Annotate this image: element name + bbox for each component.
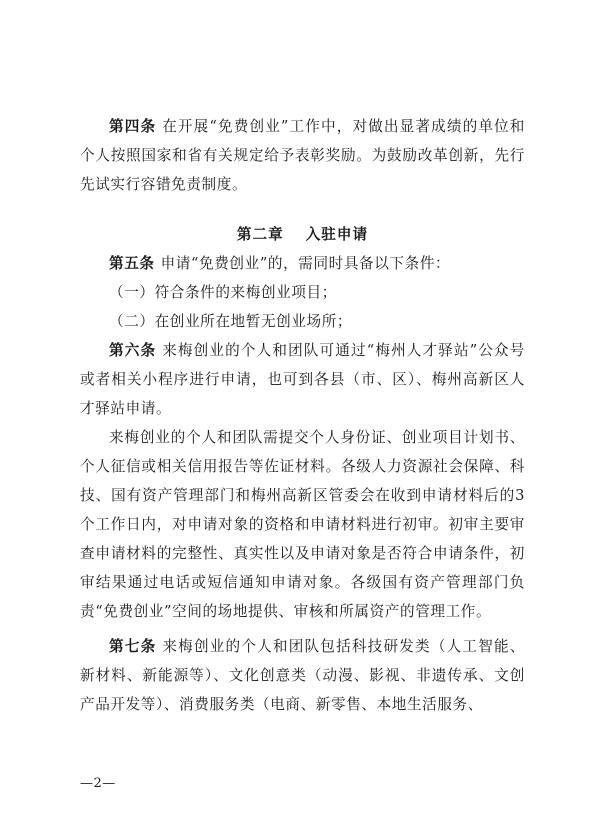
article-6-label: 第六条	[109, 342, 157, 359]
chapter-number: 第二章	[236, 226, 284, 243]
chapter-title: 入驻申请	[305, 226, 369, 243]
article-6-text: 来梅创业的个人和团队可通过“梅州人才驿站”公众号或者相关小程序进行申请，也可到各县（市、区）、梅州高新区人才驿站申请。	[80, 342, 525, 417]
article-4-text: 在开展“免费创业”工作中，对做出显著成绩的单位和个人按照国家和省有关规定给予表彰奖励。为鼓励改革创新，先行先试实行容错免责制度。	[80, 118, 525, 193]
chapter-heading	[80, 220, 525, 249]
article-7-text: 来梅创业的个人和团队包括科技研发类（人工智能、新材料、新能源等）、文化创意类（动漫、影视、非遗传承、文创产品开发等）、消费服务类（电商、新零售、本地生活服务、	[80, 638, 525, 713]
page-number: —2—	[80, 776, 116, 791]
article-5-label: 第五条	[109, 255, 155, 272]
article-7	[80, 632, 525, 719]
article-5-text: 申请“免费创业”的，需同时具备以下条件：	[160, 255, 451, 272]
article-5	[80, 249, 525, 278]
article-4	[80, 112, 525, 199]
article-6	[80, 336, 525, 423]
article-7-label: 第七条	[109, 638, 157, 655]
article-5-item-1: （一）符合条件的来梅创业项目；	[109, 284, 337, 301]
article-4-label: 第四条	[109, 118, 157, 135]
article-5-item-2: （二）在创业所在地暂无创业场所；	[109, 313, 353, 330]
article-6-paragraph-2: 来梅创业的个人和团队需提交个人身份证、创业项目计划书、个人征信或相关信用报告等佐证材料。各级人力资源社会保障、科技、国有资产管理部门和梅州高新区管委会在收到申请材料后的3个工作日内，对申请对象的资格和申请材料进行初审。初审主要审查申请材料的完整性、真实性以及申请对象是否符合申请条件，初审结果通过电话或短信通知申请对象。各级国有资产管理部门负责“免费创业”空间的场地提供、审核和所属资产的管理工作。	[80, 429, 525, 620]
